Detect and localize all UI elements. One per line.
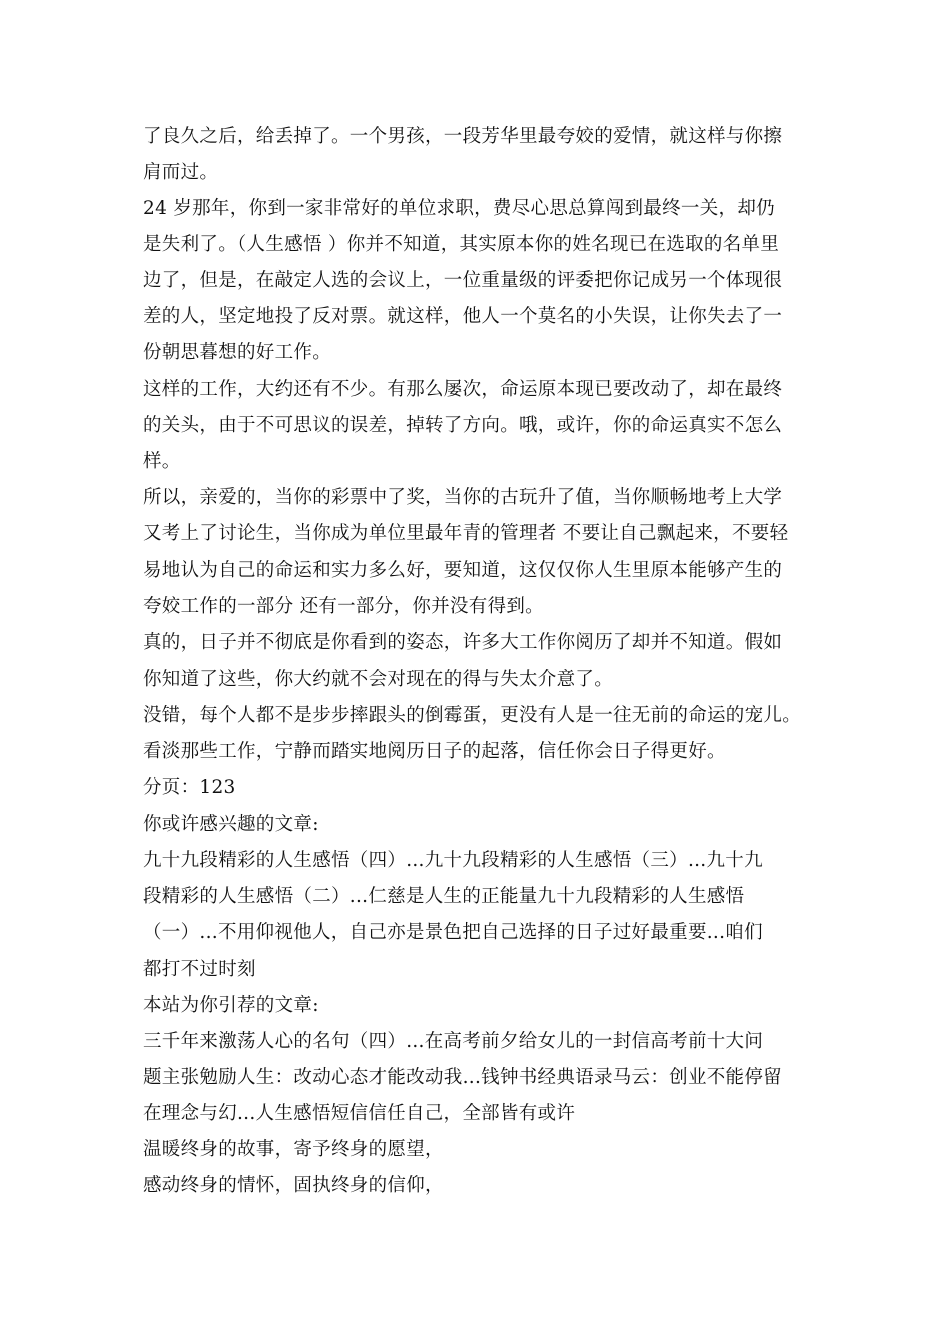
text-line: 易地认为自己的命运和实力多么好，要知道，这仅仅你人生里原本能够产生的 <box>143 560 783 581</box>
text-line: 这样的工作，大约还有不少。有那么屡次，命运原本现已要改动了，却在最终 <box>143 379 783 400</box>
text-line: 的关头，由于不可思议的误差，掉转了方向。哦，或许，你的命运真实不怎么 <box>143 415 783 436</box>
pagination: 分页：123 <box>143 777 236 798</box>
text-line: 样。 <box>143 451 181 472</box>
text-line: 没错，每个人都不是步步摔跟头的倒霉蛋，更没有人是一往无前的命运的宠儿。 <box>143 705 802 726</box>
text-line: 份朝思暮想的好工作。 <box>143 342 332 363</box>
text-line: 又考上了讨论生，当你成为单位里最年青的管理者 不要让自己飘起来，不要轻 <box>143 523 789 544</box>
text-line: 边了，但是，在敲定人选的会议上，一位重量级的评委把你记成另一个体现很 <box>143 270 783 291</box>
text-line: 温暖终身的故事，寄予终身的愿望， <box>143 1139 444 1160</box>
text-line: 所以，亲爱的，当你的彩票中了奖，当你的古玩升了值，当你顺畅地考上大学 <box>143 487 783 508</box>
text-line: 是失利了。（人生感悟 ）你并不知道，其实原本你的姓名现已在选取的名单里 <box>143 234 780 255</box>
text-line: （一）...不用仰视他人，自己亦是景色把自己选择的日子过好最重要...咱们 <box>143 922 763 943</box>
text-line: 肩而过。 <box>143 162 219 183</box>
text-line: 三千年来激荡人心的名句（四）...在高考前夕给女儿的一封信高考前十大问 <box>143 1031 764 1052</box>
section-heading: 本站为你引荐的文章: <box>143 995 319 1016</box>
text-line: 段精彩的人生感悟（二）...仁慈是人生的正能量九十九段精彩的人生感悟 <box>143 886 745 907</box>
text-line: 夸姣工作的一部分 还有一部分，你并没有得到。 <box>143 596 544 617</box>
text-line: 你知道了这些，你大约就不会对现在的得与失太介意了。 <box>143 669 614 690</box>
text-line: 24 岁那年，你到一家非常好的单位求职，费尽心思总算闯到最终一关，却仍 <box>143 198 775 219</box>
text-line: 题主张勉励人生：改动心态才能改动我...钱钟书经典语录马云：创业不能停留 <box>143 1067 782 1088</box>
text-line: 九十九段精彩的人生感悟（四）...九十九段精彩的人生感悟（三）...九十九 <box>143 850 763 871</box>
section-heading: 你或许感兴趣的文章: <box>143 814 319 835</box>
text-line: 在理念与幻...人生感悟短信信任自己，全部皆有或许 <box>143 1103 576 1124</box>
text-line: 看淡那些工作，宁静而踏实地阅历日子的起落，信任你会日子得更好。 <box>143 741 726 762</box>
text-line: 了良久之后，给丢掉了。一个男孩，一段芳华里最夸姣的爱情，就这样与你擦 <box>143 126 783 147</box>
text-line: 都打不过时刻 <box>143 959 256 980</box>
text-line: 感动终身的情怀，固执终身的信仰， <box>143 1175 444 1196</box>
text-line: 差的人，坚定地投了反对票。就这样，他人一个莫名的小失误，让你失去了一 <box>143 306 783 327</box>
text-line: 真的，日子并不彻底是你看到的姿态，许多大工作你阅历了却并不知道。假如 <box>143 632 783 653</box>
